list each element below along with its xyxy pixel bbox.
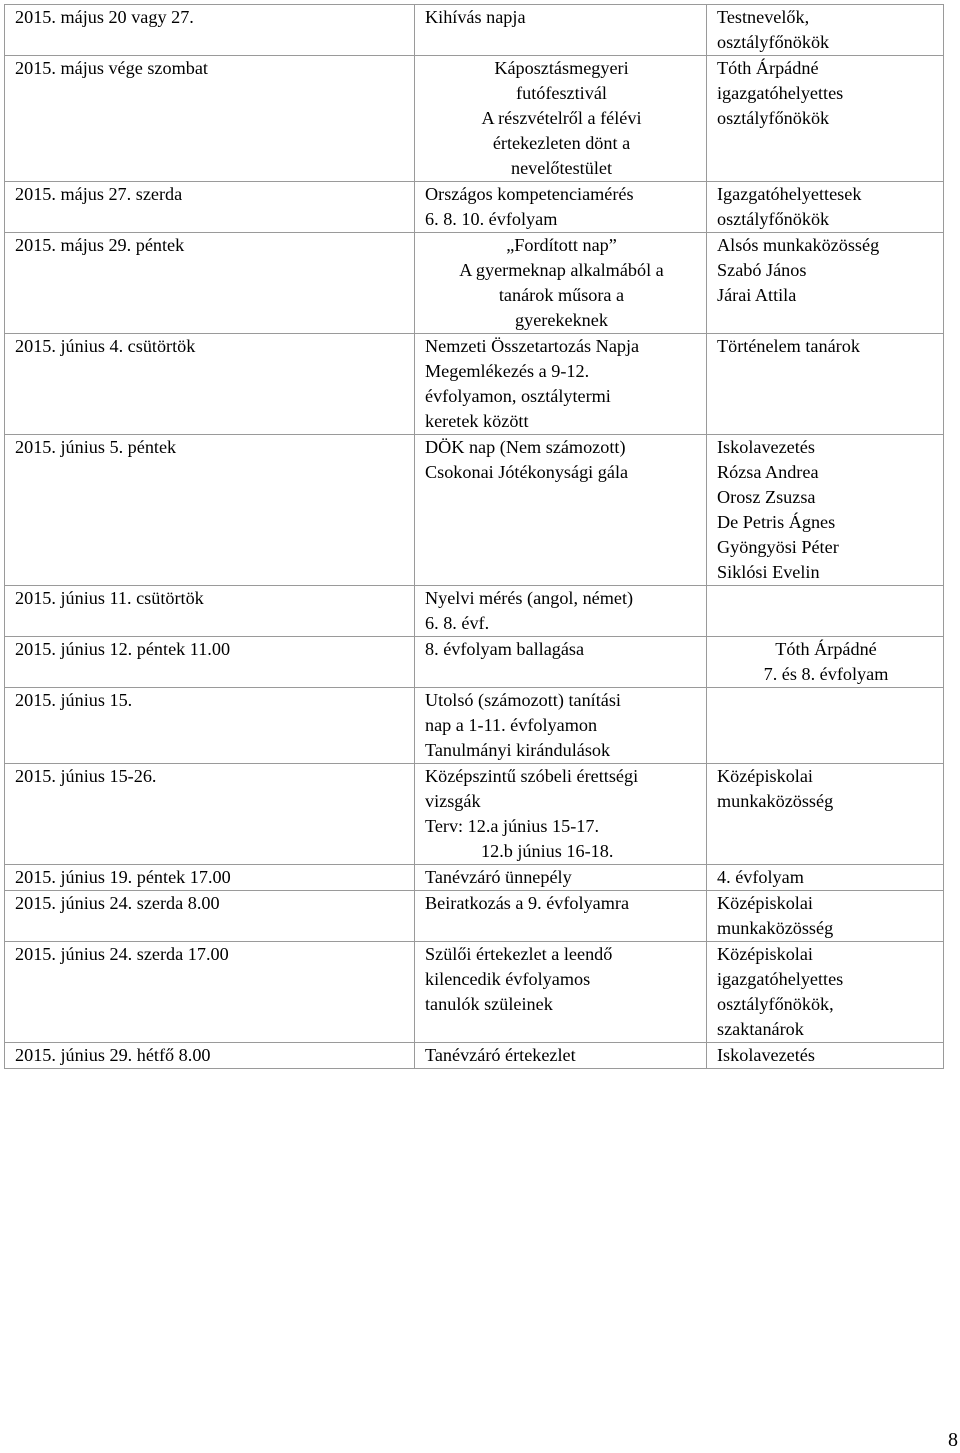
event-cell: [415, 764, 707, 865]
date-cell: 2015. május 27. szerda: [5, 182, 415, 233]
responsible-cell: [707, 688, 944, 764]
responsible-cell: Középiskolai munkaközösség: [707, 891, 944, 942]
event-cell: Országos kompetenciamérés 6. 8. 10. évfolyam: [415, 182, 707, 233]
date-cell: 2015. június 15-26.: [5, 764, 415, 865]
event-text: Középszintű szóbeli érettségi vizsgák Terv: 12.a június 15-17.: [425, 766, 639, 836]
date-cell: 2015. május 20 vagy 27.: [5, 5, 415, 56]
event-cell: DÖK nap (Nem számozott) Csokonai Jótékonysági gála: [415, 435, 707, 586]
responsible-cell: Alsós munkaközösség Szabó János Járai Attila: [707, 233, 944, 334]
event-cell: Káposztásmegyeri futófesztivál A részvételről a félévi értekezleten dönt a nevelőtestület: [415, 56, 707, 182]
responsible-cell: Tóth Árpádné igazgatóhelyettes osztályfőnökök: [707, 56, 944, 182]
schedule-table: [4, 4, 944, 1069]
table-row: [5, 56, 944, 182]
date-cell: 2015. június 12. péntek 11.00: [5, 637, 415, 688]
date-cell: 2015. május vége szombat: [5, 56, 415, 182]
responsible-cell: Igazgatóhelyettesek osztályfőnökök: [707, 182, 944, 233]
table-row: [5, 182, 944, 233]
table-row: [5, 637, 944, 688]
responsible-cell: Középiskolai igazgatóhelyettes osztályfőnökök, szaktanárok: [707, 942, 944, 1043]
table-row: [5, 942, 944, 1043]
date-cell: 2015. június 15.: [5, 688, 415, 764]
responsible-cell: Testnevelők, osztályfőnökök: [707, 5, 944, 56]
table-row: [5, 1043, 944, 1069]
responsible-cell: [707, 586, 944, 637]
responsible-cell: Iskolavezetés: [707, 1043, 944, 1069]
table-row: [5, 586, 944, 637]
table-row: [5, 334, 944, 435]
event-cell: Utolsó (számozott) tanítási nap a 1-11. évfolyamon Tanulmányi kirándulások: [415, 688, 707, 764]
table-row: [5, 435, 944, 586]
event-cell: „Fordított nap” A gyermeknap alkalmából a tanárok műsora a gyerekeknek: [415, 233, 707, 334]
event-cell: Kihívás napja: [415, 5, 707, 56]
event-cell: 8. évfolyam ballagása: [415, 637, 707, 688]
table-row: [5, 233, 944, 334]
date-cell: 2015. június 5. péntek: [5, 435, 415, 586]
event-cell: Szülői értekezlet a leendő kilencedik évfolyamos tanulók szüleinek: [415, 942, 707, 1043]
date-cell: 2015. május 29. péntek: [5, 233, 415, 334]
date-cell: 2015. június 19. péntek 17.00: [5, 865, 415, 891]
responsible-cell: Iskolavezetés Rózsa Andrea Orosz Zsuzsa De Petris Ágnes Gyöngyösi Péter Siklósi Evelin: [707, 435, 944, 586]
responsible-cell: Történelem tanárok: [707, 334, 944, 435]
table-row: [5, 865, 944, 891]
date-cell: 2015. június 4. csütörtök: [5, 334, 415, 435]
responsible-cell: 4. évfolyam: [707, 865, 944, 891]
table-row: [5, 5, 944, 56]
event-cell: Tanévzáró ünnepély: [415, 865, 707, 891]
event-cell: Nyelvi mérés (angol, német) 6. 8. évf.: [415, 586, 707, 637]
responsible-cell: Középiskolai munkaközösség: [707, 764, 944, 865]
date-cell: 2015. június 24. szerda 17.00: [5, 942, 415, 1043]
event-cell: Nemzeti Összetartozás Napja Megemlékezés a 9-12. évfolyamon, osztálytermi keretek között: [415, 334, 707, 435]
event-cell: Beiratkozás a 9. évfolyamra: [415, 891, 707, 942]
event-text-extra: 12.b június 16-18.: [481, 841, 614, 861]
date-cell: 2015. június 24. szerda 8.00: [5, 891, 415, 942]
table-row: [5, 891, 944, 942]
table-row: [5, 764, 944, 865]
date-cell: 2015. június 29. hétfő 8.00: [5, 1043, 415, 1069]
responsible-cell: Tóth Árpádné 7. és 8. évfolyam: [707, 637, 944, 688]
date-cell: 2015. június 11. csütörtök: [5, 586, 415, 637]
page-number: 8: [948, 1429, 958, 1451]
table-row: [5, 688, 944, 764]
event-cell: Tanévzáró értekezlet: [415, 1043, 707, 1069]
